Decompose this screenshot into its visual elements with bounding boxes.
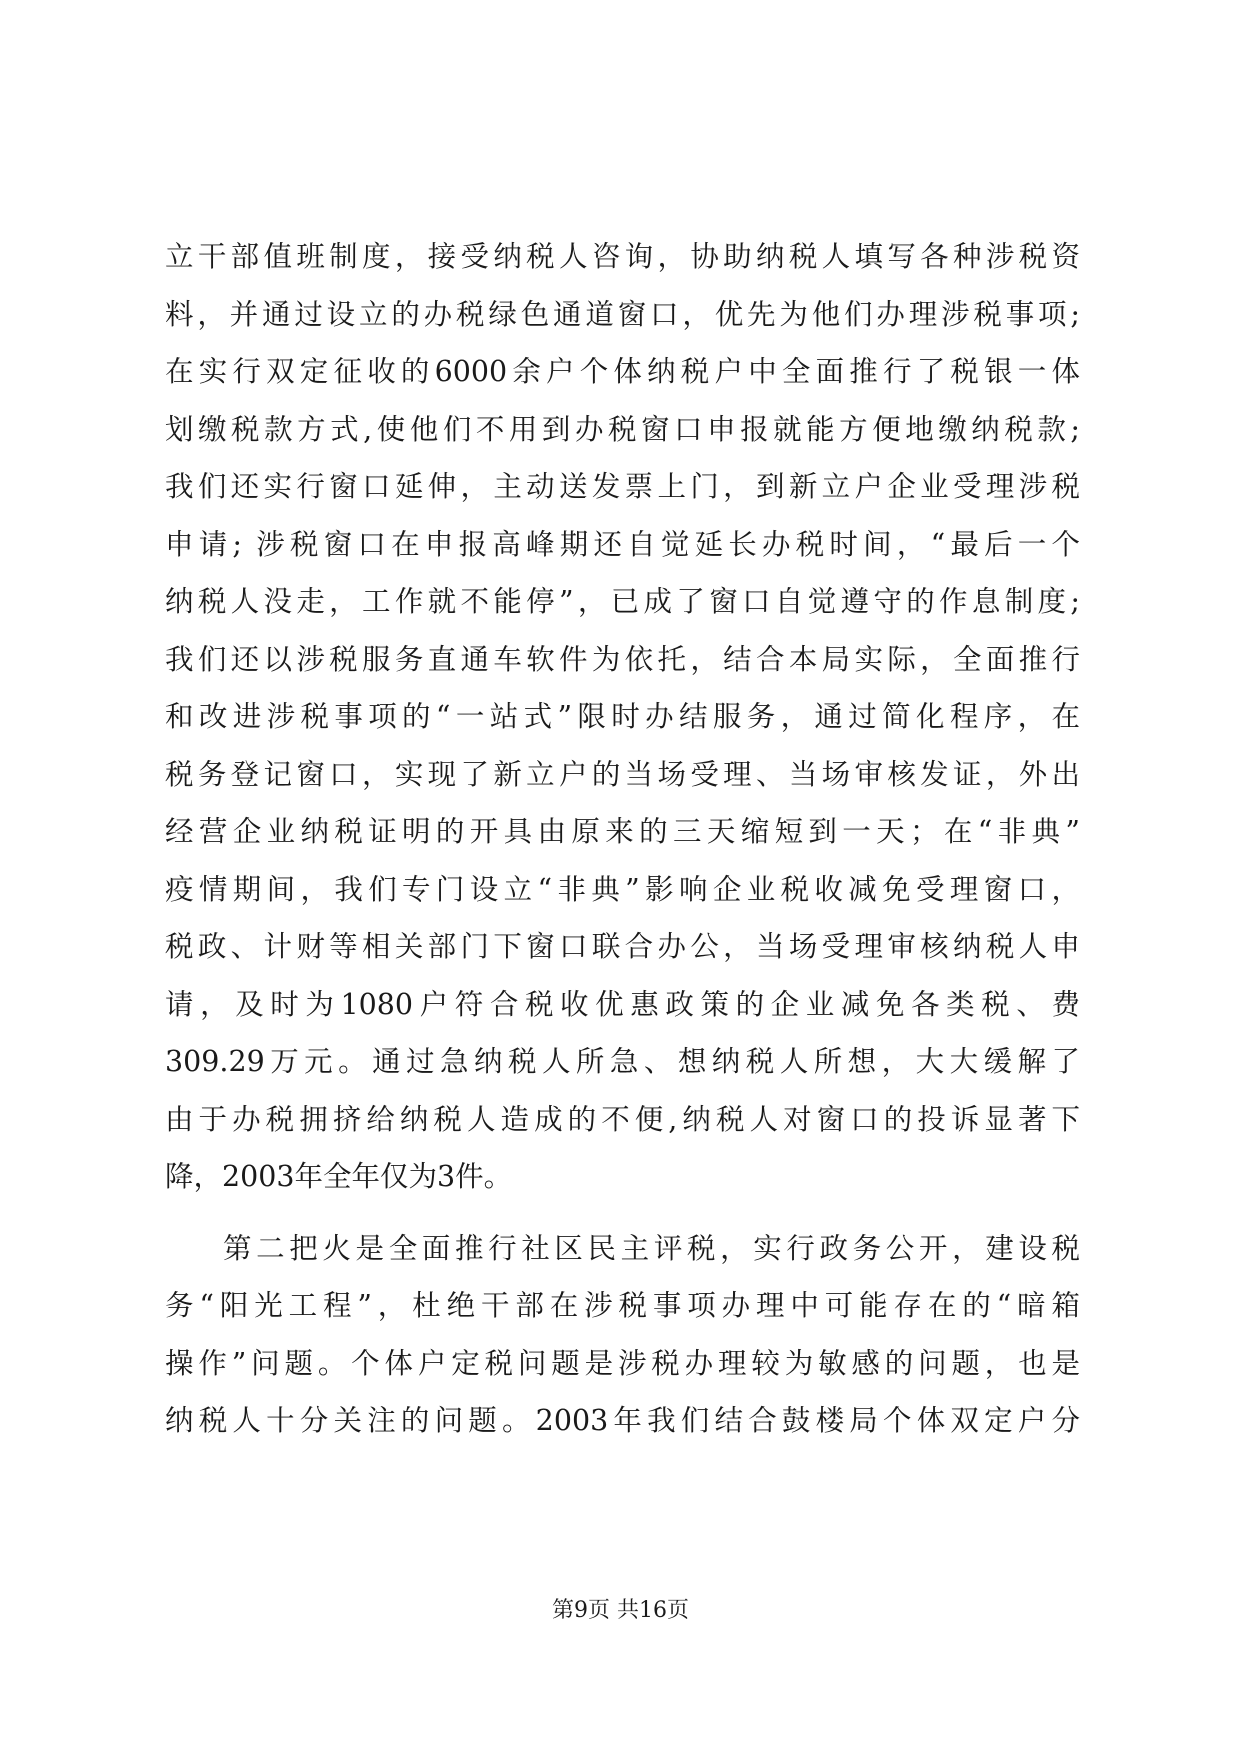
paragraph-1 <box>165 228 1080 1206</box>
body-text <box>165 228 1080 1450</box>
text-line: 309.29万元。通过急纳税人所急、想纳税人所想，大大缓解了 <box>165 1045 1080 1078</box>
text-line: 申请; 涉税窗口在申报高峰期还自觉延长办税时间，“最后一个 <box>165 527 1080 561</box>
text-line: 疫情期间，我们专门设立“非典”影响企业税收减免受理窗口， <box>165 872 1080 906</box>
text-line: 请，及时为1080户符合税收优惠政策的企业减免各类税、费 <box>165 987 1080 1021</box>
text-line: 在实行双定征收的6000余户个体纳税户中全面推行了税银一体 <box>165 355 1080 388</box>
text-line: 税政、计财等相关部门下窗口联合办公，当场受理审核纳税人申 <box>165 930 1080 963</box>
text-line: 务“阳光工程”，杜绝干部在涉税事项办理中可能存在的“暗箱 <box>165 1289 1080 1322</box>
text-line: 操作”问题。个体户定税问题是涉税办理较为敏感的问题，也是 <box>165 1346 1080 1380</box>
text-line: 降，2003年全年仅为3件。 <box>165 1160 513 1193</box>
page-number-footer: 第9页 共16页 <box>552 1598 689 1623</box>
text-line: 料，并通过设立的办税绿色通道窗口，优先为他们办理涉税事项; <box>165 297 1080 331</box>
text-line: 经营企业纳税证明的开具由原来的三天缩短到一天；在“非典” <box>165 815 1080 848</box>
text-line: 由于办税拥挤给纳税人造成的不便,纳税人对窗口的投诉显著下 <box>165 1102 1080 1136</box>
text-line: 我们还实行窗口延伸，主动送发票上门，到新立户企业受理涉税 <box>165 470 1080 503</box>
text-line: 和改进涉税事项的“一站式”限时办结服务，通过简化程序，在 <box>165 700 1080 733</box>
text-line: 我们还以涉税服务直通车软件为依托，结合本局实际，全面推行 <box>165 642 1080 676</box>
text-line: 第二把火是全面推行社区民主评税，实行政务公开，建设税 <box>223 1231 1080 1265</box>
text-line: 立干部值班制度，接受纳税人咨询，协助纳税人填写各种涉税资 <box>165 240 1080 273</box>
text-line: 税务登记窗口，实现了新立户的当场受理、当场审核发证，外出 <box>165 757 1080 791</box>
paragraph-gap <box>165 1206 1080 1220</box>
text-line: 划缴税款方式,使他们不用到办税窗口申报就能方便地缴纳税款; <box>165 412 1080 446</box>
text-line: 纳税人没走，工作就不能停”，已成了窗口自觉遵守的作息制度; <box>165 585 1080 618</box>
text-line: 纳税人十分关注的问题。2003年我们结合鼓楼局个体双定户分 <box>165 1404 1080 1437</box>
paragraph-2 <box>165 1220 1080 1450</box>
